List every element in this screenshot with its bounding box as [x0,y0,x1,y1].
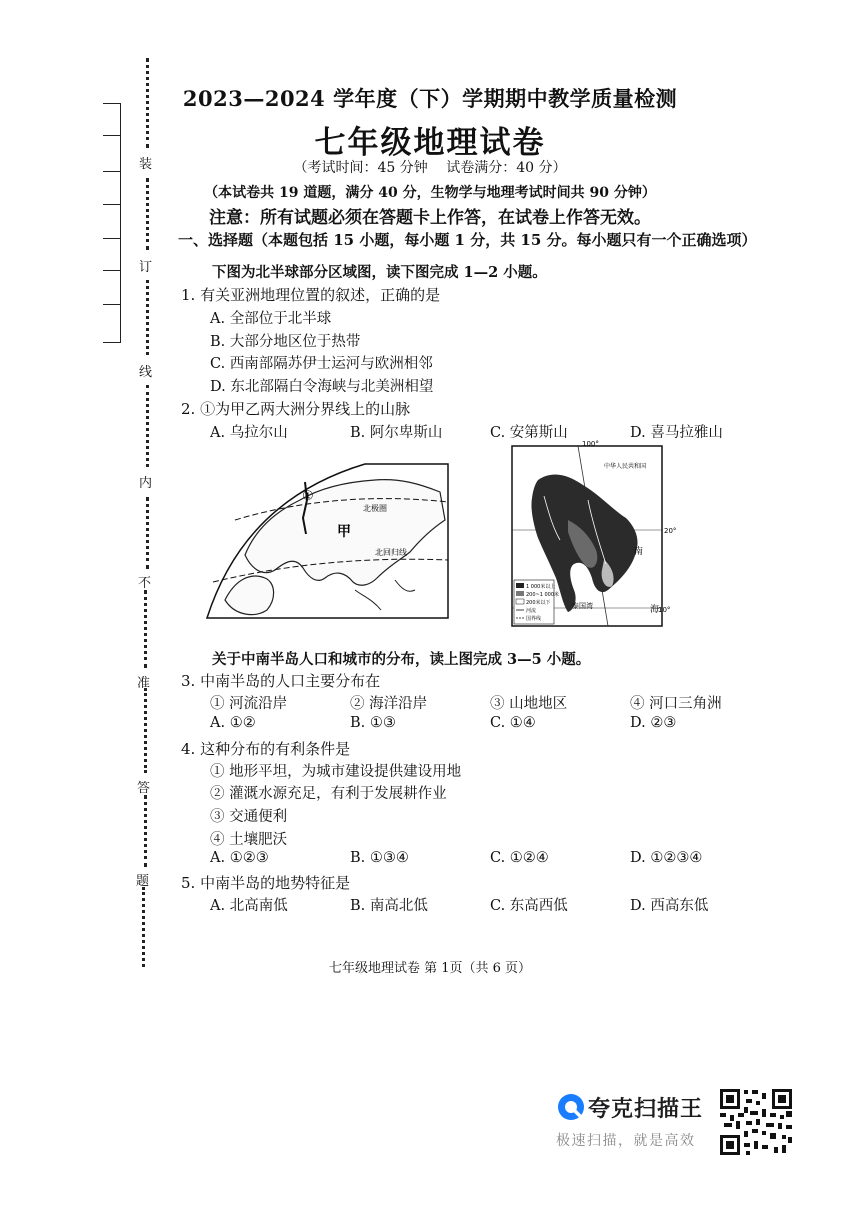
exam-note: （本试卷共 19 道题，满分 40 分，生物学与地理考试时间共 90 分钟） [204,185,656,201]
margin-dots [144,795,147,867]
exam-info: （考试时间：45 分钟 试卷满分：40 分） [293,160,567,176]
option: D. ①②③④ [630,850,703,866]
option: C. ①②④ [490,850,549,866]
option: C. 西南部隔苏伊士运河与欧洲相邻 [210,356,433,372]
indochina-map [508,440,677,630]
page-footer: 七年级地理试卷 第 1页（共 6 页） [328,961,532,976]
bracket-tick [103,270,121,271]
option: D. ②③ [630,715,677,731]
option: D. 东北部隔白令海峡与北美洲相望 [210,379,434,395]
margin-char: 题 [136,874,150,889]
option: C. 东高西低 [490,898,568,914]
legend-label: 200米以下 [526,600,551,606]
option: D. 西高东低 [630,898,709,914]
map-gulf: 泰国湾 [572,602,593,610]
question-stem: 2. ①为甲乙两大洲分界线上的山脉 [181,400,411,418]
margin-char: 答 [137,781,151,796]
legend-label: 200~1 000米 [526,592,560,598]
margin-char: 准 [137,676,151,691]
option: B. 大部分地区位于热带 [210,334,361,350]
map-sea-char: 海 [650,605,660,615]
exam-warning: 注意：所有试题必须在答题卡上作答，在试卷上作答无效。 [209,208,651,228]
margin-char: 订 [139,260,153,275]
question-intro: 关于中南半岛人口和城市的分布，读上图完成 3—5 小题。 [212,651,591,668]
question-intro: 下图为北半球部分区域图，读下图完成 1—2 小题。 [212,264,547,281]
brand-slogan: 极速扫描，就是高效 [556,1133,696,1149]
margin-char: 装 [139,157,153,172]
option: A. ①② [210,715,256,731]
question-stem: 3. 中南半岛的人口主要分布在 [181,672,381,690]
margin-dots [142,887,145,967]
margin-dots [146,385,149,467]
option: A. 全部位于北半球 [210,311,332,327]
option: D. 喜马拉雅山 [630,425,723,441]
section-heading: 一、选择题（本题包括 15 小题，每小题 1 分，共 15 分。每小题只有一个正确选项） [178,231,757,249]
choice-item: ④ 土壤肥沃 [210,832,288,848]
map-label-tropic: 北回归线 [375,548,407,557]
quark-logo-icon [556,1092,586,1122]
margin-dots [144,688,147,773]
question-stem: 5. 中南半岛的地势特征是 [181,874,351,892]
northern-hemisphere-map [205,460,453,620]
map-sea-char: 南 [634,547,644,557]
question-stem: 4. 这种分布的有利条件是 [181,740,351,758]
map-lon-label: 100° [582,440,599,448]
brand-name: 夸克扫描王 [588,1097,704,1122]
map-label-jia: 甲 [337,524,351,540]
option: B. 阿尔卑斯山 [350,425,443,441]
legend-label: 河流 [526,608,537,614]
margin-char: 线 [139,365,153,380]
legend-label: 国界线 [526,616,542,622]
option: A. 乌拉尔山 [210,425,288,441]
margin-dots [144,590,147,668]
map-lat10: 10° [658,606,671,614]
map-label-arctic: 北极圈 [363,504,387,513]
map-label-circle: ① [302,489,314,504]
paper-title: 七年级地理试卷 [314,125,546,161]
option: B. ①③④ [350,850,409,866]
choice-item: ① 河流沿岸 [210,696,288,712]
margin-dots [146,280,149,355]
choice-item: ② 海洋沿岸 [350,696,428,712]
margin-char: 不 [138,576,152,591]
option: C. 安第斯山 [490,425,568,441]
map-country: 中华人民共和国 [604,463,647,470]
option: B. ①③ [350,715,396,731]
exam-title: 2023—2024 学年度（下）学期期中教学质量检测 [182,86,678,111]
option: B. 南高北低 [350,898,428,914]
question-stem: 1. 有关亚洲地理位置的叙述，正确的是 [181,286,441,304]
bracket-tick [103,342,121,343]
option: C. ①④ [490,715,536,731]
choice-item: ③ 交通便利 [210,809,288,825]
choice-item: ③ 山地地区 [490,696,568,712]
bracket-tick [103,238,121,239]
choice-item: ② 灌溉水源充足，有利于发展耕作业 [210,786,447,802]
choice-item: ① 地形平坦，为城市建设提供建设用地 [210,764,462,780]
legend-label: 1 000米以上 [526,584,556,590]
margin-dots [146,497,149,569]
option: A. 北高南低 [210,898,288,914]
bracket-tick [103,304,121,305]
choice-item: ④ 河口三角洲 [630,696,722,712]
margin-char: 内 [139,476,153,491]
option: A. ①②③ [210,850,269,866]
qr-code-icon [718,1087,794,1157]
map-lat20: 20° [664,527,677,535]
